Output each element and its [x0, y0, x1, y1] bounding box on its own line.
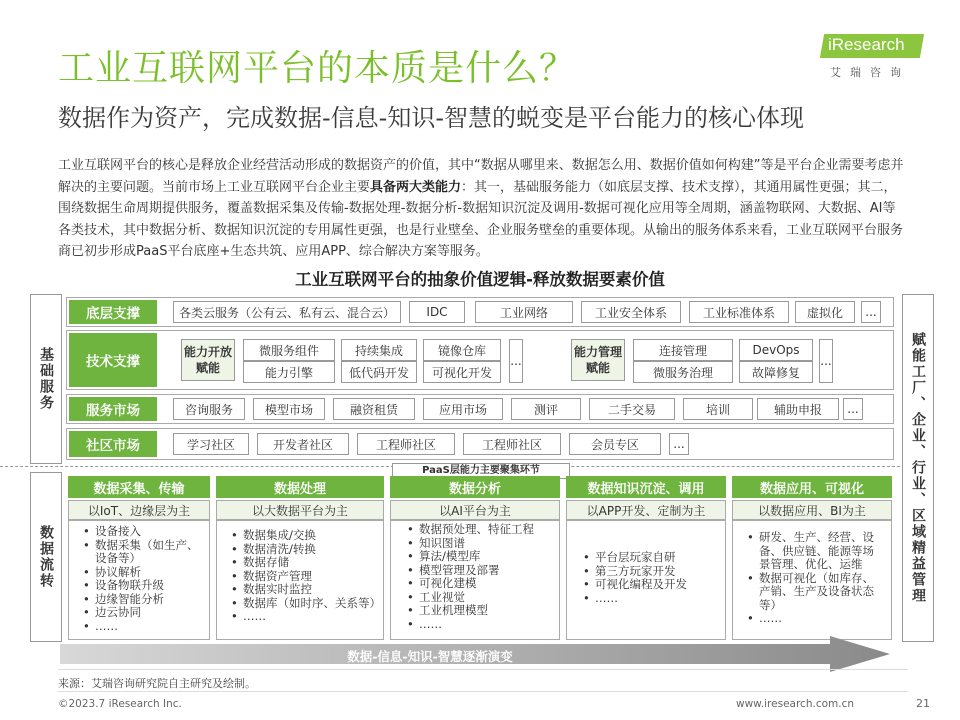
evolution-arrow-label: 数据-信息-知识-智慧逐渐演变: [347, 649, 513, 664]
iresearch-logo: [822, 34, 932, 80]
list-item: • 数据清洗/转换: [243, 543, 383, 557]
chip-low-code: 低代码开发: [341, 361, 417, 383]
chip-evaluation: 测评: [511, 398, 581, 420]
col-head-knowledge: 数据知识沉淀、调用: [566, 476, 726, 498]
list-item: • 工业机理模型: [419, 604, 559, 618]
logo-wordmark: iResearch: [828, 35, 905, 54]
chip-fault-repair: 故障修复: [739, 361, 813, 383]
intro-paragraph: [58, 155, 908, 263]
col-sub-analysis: 以AI平台为主: [390, 500, 560, 520]
chip-microservice-components: 微服务组件: [243, 339, 335, 361]
source-note: 来源：艾瑞咨询研究院自主研究及绘制。: [58, 677, 256, 690]
row-service-market: [66, 394, 894, 424]
list-item: • 设备物联升级: [95, 579, 209, 593]
chip-engineer-community-2: 工程师社区: [463, 433, 561, 455]
col-sub-knowledge: 以APP开发、定制为主: [566, 500, 726, 520]
col-body-application: [732, 520, 892, 640]
list-item: • 设备接入: [95, 525, 209, 539]
chip-idc: IDC: [409, 301, 465, 323]
page-title: 工业互联网平台的本质是什么？: [58, 48, 577, 89]
list-item: • ……: [95, 620, 209, 634]
chip-industrial-network: 工业网络: [475, 301, 573, 323]
chip-training: 培训: [683, 398, 753, 420]
chip-microservice-governance: 微服务治理: [633, 361, 733, 383]
chip-connection-mgmt: 连接管理: [633, 339, 733, 361]
chip-second-hand: 二手交易: [589, 398, 675, 420]
list-item: • 数据预处理、特征工程: [419, 523, 559, 537]
row-label-service-market: 服务市场: [69, 397, 157, 421]
chip-financial-leasing: 融资租赁: [333, 398, 415, 420]
row-label-community-market: 社区市场: [69, 431, 157, 457]
paas-tag: PaaS层能力主要聚集环节: [392, 463, 570, 479]
list-item: • 可视化建模: [419, 577, 559, 591]
col-head-application: 数据应用、可视化: [732, 476, 892, 498]
list-item: • ……: [419, 618, 559, 632]
chip-image-registry: 镜像仓库: [423, 339, 501, 361]
data-flow-label: 数据流转: [38, 525, 54, 589]
row-bottom-support: [66, 297, 894, 327]
group2-more: ...: [819, 339, 833, 383]
col-body-analysis: [390, 520, 560, 640]
chip-more: ...: [669, 433, 689, 455]
empowerment-label: 赋能工厂、企业、行业、区域精益管理: [910, 332, 926, 604]
list-item: • 数据资产管理: [243, 570, 383, 584]
chip-industrial-standard: 工业标准体系: [689, 301, 789, 323]
col-head-analysis: 数据分析: [390, 476, 560, 498]
list-item: • 数据采集（如生产、设备等）: [95, 539, 209, 566]
page-subtitle: 数据作为资产，完成数据-信息-知识-智慧的蜕变是平台能力的核心体现: [58, 104, 804, 132]
row-label-bottom-support: 底层支撑: [69, 300, 157, 324]
footer-divider-bottom: [58, 691, 908, 692]
page-number: 21: [916, 697, 930, 710]
chip-visual-dev: 可视化开发: [423, 361, 501, 383]
empowerment-label-box: [902, 294, 934, 642]
group-ability-open: 能力开放赋能: [181, 339, 235, 381]
chip-more: ...: [843, 398, 863, 420]
footer-url[interactable]: www.iresearch.com.cn: [736, 698, 855, 710]
copyright: ©2023.7 iResearch Inc.: [58, 698, 182, 710]
col-body-processing: [216, 520, 384, 640]
chip-consulting: 咨询服务: [173, 398, 245, 420]
basic-services-label: 基础服务: [38, 347, 54, 411]
chip-ability-engine: 能力引擎: [243, 361, 335, 383]
chip-assisted-filing: 辅助申报: [757, 398, 839, 420]
list-item: • 协议解析: [95, 566, 209, 580]
col-sub-application: 以数据应用、BI为主: [732, 500, 892, 520]
list-item: • ……: [595, 592, 725, 606]
diagram-title: 工业互联网平台的抽象价值逻辑-释放数据要素价值: [295, 270, 665, 289]
group1-more: ...: [509, 339, 523, 383]
row-label-tech-support: 技术支撑: [69, 333, 157, 387]
list-item: • 数据库（如时序、关系等）: [243, 597, 383, 611]
intro-text-2: ：其一，基础服务能力（如底层支撑、技术支撑），其通用属性更强；其二，围绕数据生命周期提供服务，覆盖数据采集及传输-数据处理-数据分析-数据知识沉淀及调用-数据可视化应用等全周期，涵盖物联网、大数据、AI等各类技术，其中数据分析、数据知识沉淀的专用属性更强，也是行业壁垒、企业服务壁垒的重要体现。从输出的服务体系来看，工业互联网平台服务商已初步形成PaaS平台底座+生态共筑、应用APP、综合解决方案等服务。: [58, 179, 904, 259]
list-item: • 可视化编程及开发: [595, 578, 725, 592]
chip-model-market: 模型市场: [253, 398, 325, 420]
basic-services-label-box: [30, 294, 62, 464]
list-item: • 平台层玩家自研: [595, 551, 725, 565]
col-sub-collection: 以IoT、边缘层为主: [68, 500, 210, 520]
chip-devops: DevOps: [739, 339, 813, 361]
list-item: • 知识图谱: [419, 537, 559, 551]
list-item: • 工业视觉: [419, 591, 559, 605]
list-item: • ……: [759, 612, 885, 626]
chip-cloud-services: 各类云服务（公有云、私有云、混合云）: [173, 301, 401, 323]
list-item: • 数据实时监控: [243, 583, 383, 597]
row-community-market: [66, 428, 894, 460]
list-item: • 数据存储: [243, 556, 383, 570]
list-item: • 第三方玩家开发: [595, 565, 725, 579]
col-body-knowledge: [566, 520, 726, 640]
chip-more: ...: [861, 301, 881, 323]
list-item: • 数据集成/交换: [243, 529, 383, 543]
chip-virtualization: 虚拟化: [795, 301, 855, 323]
list-item: • 边缘智能分析: [95, 593, 209, 607]
list-item: • 边云协同: [95, 606, 209, 620]
intro-bold-text: 具备两大类能力: [370, 179, 462, 195]
col-sub-processing: 以大数据平台为主: [216, 500, 384, 520]
list-item: • ……: [243, 610, 383, 624]
chip-continuous-integration: 持续集成: [341, 339, 417, 361]
row-tech-support: [66, 330, 894, 390]
chip-industrial-security: 工业安全体系: [581, 301, 681, 323]
intro-text-1: 工业互联网平台的核心是释放企业经营活动形成的数据资产的价值，其中“数据从哪里来、数据怎么用、数据价值如何构建”等是平台企业需要考虑并解决的主要问题。当前市场上工业互联网平台企业主要: [58, 158, 904, 195]
logo-cn-name: 艾瑞咨询: [830, 66, 910, 79]
chip-learning-community: 学习社区: [173, 433, 249, 455]
group-ability-manage: 能力管理赋能: [571, 339, 625, 381]
chip-engineer-community-1: 工程师社区: [357, 433, 455, 455]
col-head-collection: 数据采集、传输: [68, 476, 210, 498]
list-item: • 数据可视化（如库存、产销、生产及设备状态等）: [759, 572, 885, 613]
footer-divider-top: [58, 669, 908, 670]
col-body-collection: [68, 520, 210, 640]
list-item: • 研发、生产、经营、设备、供应链、能源等场景管理、优化、运维: [759, 531, 885, 572]
chip-app-market: 应用市场: [423, 398, 503, 420]
data-flow-label-box: [30, 472, 62, 642]
chip-developer-community: 开发者社区: [257, 433, 349, 455]
list-item: • 模型管理及部署: [419, 564, 559, 578]
chip-member-zone: 会员专区: [569, 433, 661, 455]
list-item: • 算法/模型库: [419, 550, 559, 564]
col-head-processing: 数据处理: [216, 476, 384, 498]
